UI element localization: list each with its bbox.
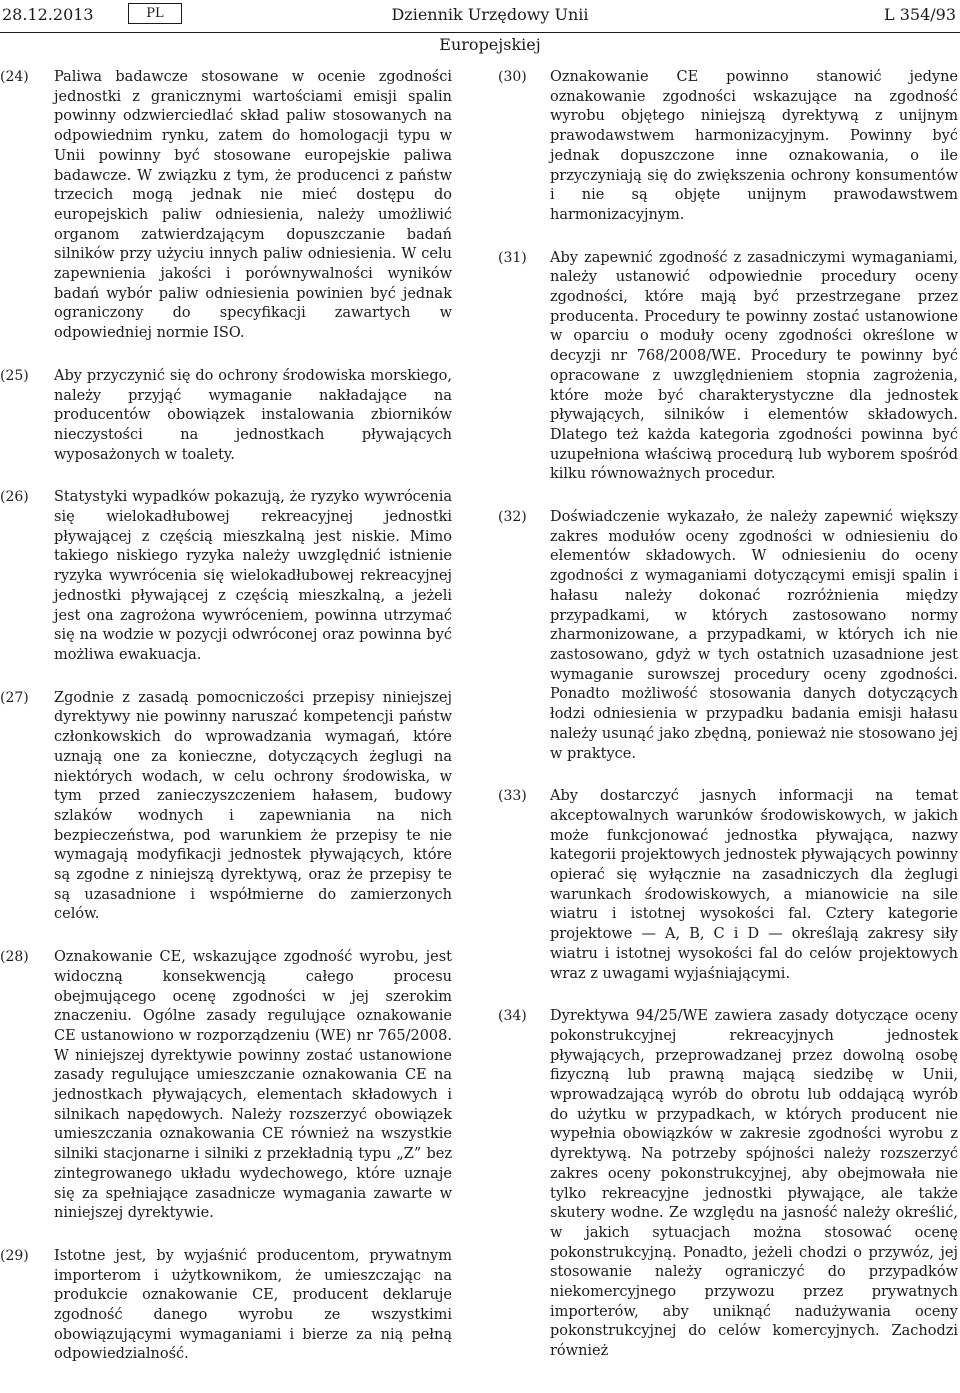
recital-number: (25): [0, 367, 29, 384]
journal-title: Dziennik Urzędowy Unii Europejskiej: [391, 5, 589, 54]
recital-number: (33): [498, 788, 527, 805]
recital-26: [0, 488, 452, 665]
header-divider: [0, 32, 960, 33]
recital-number: (32): [498, 509, 527, 526]
recital-text: Oznakowanie CE powinno stanowić jedyne oznakowanie zgodności wskazujące na zgodność wyrobu objętego niniejszą dyrektywą z unijnym prawodawstwem harmonizacyjnym. Powinny być jednak dopuszczone inne oznakowania, o ile przyczyniają się do zwiększenia ochrony konsumentów i nie są objęte unijnym prawodawstwem harmonizacyjnym.: [550, 69, 958, 223]
language-badge: PL: [128, 3, 182, 24]
recital-text: Istotne jest, by wyjaśnić producentom, prywatnym importerom i użytkownikom, że umieszczając na produkcie oznakowanie CE, producent deklaruje zgodność danego wyrobu ze wszystkimi obowiązującymi wymaganiami i bierze za nią pełną odpowiedzialność.: [54, 1247, 452, 1363]
recital-number: (29): [0, 1247, 29, 1264]
recital-25: [0, 367, 452, 466]
right-column: [498, 68, 958, 1385]
recital-32: [498, 508, 958, 764]
recital-number: (28): [0, 949, 29, 966]
recital-text: Aby przyczynić się do ochrony środowiska morskiego, należy przyjąć wymaganie nakładające na producentów obowiązek instalowania zbiorników nieczystości na jednostkach pływających wyposażonych w toalety.: [54, 367, 452, 463]
recital-31: [498, 249, 958, 485]
recital-number: (26): [0, 489, 29, 506]
recital-number: (31): [498, 249, 527, 266]
recital-text: Aby dostarczyć jasnych informacji na temat akceptowalnych warunków środowiskowych, w jakich może funkcjonować jednostka pływająca, nazwy kategorii projektowych jednostek pływających powinny opierać się wyłącznie na zasadniczych dla żeglugi warunkach środowiskowych, a mianowicie na sile wiatru i istotnej wysokości fal. Cztery kategorie projektowe — A, B, C i D — określają zakresy siły wiatru i istotnej wysokości fal do celów projektowych wraz z uwagami wyjaśniającymi.: [550, 788, 958, 982]
publication-date: 28.12.2013: [2, 5, 94, 24]
recital-text: Zgodnie z zasadą pomocniczości przepisy niniejszej dyrektywy nie powinny naruszać kompetencji państw członkowskich do wprowadzania wymagań, które uznają one za konieczne, dotyczących żeglugi na niektórych wodach, w celu ochrony środowiska, w tym przed zanieczyszczeniem hałasem, budowy szlaków wodnych i zapewniania na nich bezpieczeństwa, pod warunkiem że przepisy te nie wymagają modyfikacji jednostek pływających, które są zgodne z niniejszą dyrektywą, oraz że przepisy te są uzasadnione i współmierne do zamierzonych celów.: [54, 689, 452, 923]
page-reference: L 354/93: [884, 5, 956, 24]
recital-30: [498, 68, 958, 226]
recital-text: Dyrektywa 94/25/WE zawiera zasady dotyczące oceny pokonstrukcyjnej rekreacyjnych jednostek pływających, przeprowadzanej przez dowolną osobę fizyczną lub prawną mającą siedzibę w Unii, wprowadzającą wyrób do obrotu lub oddającą wyrób do użytku w przypadkach, w których producent nie wypełnia obowiązków w zakresie zgodności wyrobu z dyrektywą. Na potrzeby spójności należy rozszerzyć zakres oceny pokonstrukcyjnej, aby obejmowała nie tylko rekreacyjne jednostki pływające, ale także skutery wodne. Ze względu na jasność należy określić, w jakich sytuacjach można stosować ocenę pokonstrukcyjną. Ponadto, jeżeli chodzi o przywóz, jej stosowanie należy ograniczyć do przypadków niekomercyjnego przywozu przez prywatnych importerów, aby uniknąć nadużywania oceny pokonstrukcyjnej do celów komercyjnych. Zachodzi również: [550, 1008, 958, 1360]
recital-text: Statystyki wypadków pokazują, że ryzyko wywrócenia się wielokadłubowej rekreacyjnej jednostki pływającej z częścią mieszkalną jest niskie. Mimo takiego niskiego ryzyka należy uwzględnić istnienie ryzyka wywrócenia się wielokadłubowej rekreacyjnej jednostki pływającej z częścią mieszkalną, a jeżeli jest ona zagrożona wywróceniem, powinna utrzymać się na wodzie w pozycji odwróconej oraz powinna być możliwa ewakuacja.: [54, 489, 452, 663]
recital-number: (24): [0, 69, 29, 85]
page-header: [0, 0, 960, 54]
recital-33: [498, 787, 958, 984]
recital-text: Doświadczenie wykazało, że należy zapewnić większy zakres modułów oceny zgodności w odniesieniu do elementów składowych. W odniesieniu do oceny zgodności z wymaganiami dotyczącymi emisji spalin i hałasu należy dokonać rozróżnienia między przypadkami, w których zastosowano normy zharmonizowane, a przypadkami, w których ich nie zastosowano, gdyż w tych ostatnich uzasadnione jest wymaganie surowszej procedury oceny zgodności. Ponadto możliwość stosowania danych dotyczących łodzi odniesienia w przypadku badania emisji hałasu należy usunąć jako zbędną, ponieważ nie stosowano jej w praktyce.: [550, 509, 958, 762]
recital-number: (27): [0, 689, 29, 706]
recital-27: [0, 689, 452, 925]
recital-text: Oznakowanie CE, wskazujące zgodność wyrobu, jest widoczną konsekwencją całego procesu obejmującego ocenę zgodności w jej szerokim znaczeniu. Ogólne zasady regulujące oznakowanie CE ustanowiono w rozporządzeniu (WE) nr 765/2008. W niniejszej dyrektywie powinny zostać ustanowione zasady regulujące umieszczanie oznakowania CE na jednostkach pływających, elementach składowych i silnikach napędowych. Należy rozszerzyć obowiązek umieszczania oznakowania CE również na wszystkie silniki stacjonarne i silniki z przekładnią typu „Z” bez zintegrowanego układu wydechowego, które uznaje się za spełniające zasadnicze wymagania zawarte w niniejszej dyrektywie.: [54, 949, 452, 1222]
recital-text: Aby zapewnić zgodność z zasadniczymi wymaganiami, należy ustanowić odpowiednie procedury oceny zgodności, które mają być przestrzegane przez producenta. Procedury te powinny zostać ustanowione w oparciu o moduły oceny zgodności określone w decyzji nr 768/2008/WE. Procedury te powinny być opracowane z uwzględnieniem stopnia zagrożenia, które może być charakterystyczne dla jednostek pływających, silników i elementów składowych. Dlatego też każda kategoria zgodności powinna być uzupełniona właściwą procedurą lub wyborem spośród kilku równoważnych procedur.: [550, 249, 958, 483]
left-column: [0, 68, 452, 1388]
recital-34: [498, 1007, 958, 1362]
recital-text: Paliwa badawcze stosowane w ocenie zgodności jednostki z granicznymi wartościami emisji spalin powinny odzwierciedlać skład paliw stosowanych na odpowiednim rynku, zatem do homologacji typu w Unii powinny być stosowane europejskie paliwa badawcze. W związku z tym, że producenci z państw trzecich mogą jednak nie mieć dostępu do europejskich paliw odniesienia, należy umożliwić organom zatwierdzającym dopuszczanie badań silników przy użyciu innych paliw odniesienia. W celu zapewnienia jakości i porównywalności wyników badań wybór paliw odniesienia powinien być jednak ograniczony do specyfikacji zawartych w odpowiedniej normie ISO.: [54, 69, 452, 342]
recital-29: [0, 1247, 452, 1365]
recital-number: (34): [498, 1008, 527, 1025]
recital-24: [0, 68, 452, 344]
recital-28: [0, 948, 452, 1224]
recital-number: (30): [498, 69, 527, 85]
